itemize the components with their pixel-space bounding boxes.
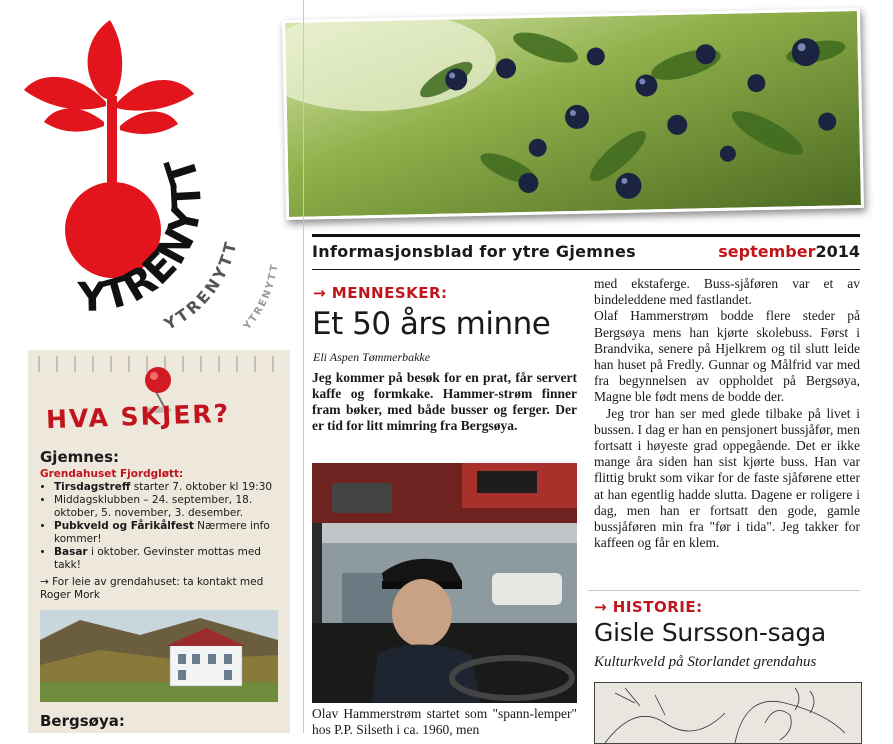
sidebar-title: HVA SKJER?	[45, 398, 231, 435]
saga-illustration	[594, 682, 862, 744]
ytrenytt-logo	[18, 10, 298, 340]
article-body-column	[594, 276, 860, 551]
list-item: • Pubkveld og Fårikålfest Nærmere info kommer!	[54, 520, 289, 546]
masthead-bar	[312, 234, 860, 270]
column-divider	[303, 0, 304, 733]
section-rule	[588, 590, 860, 591]
section-gjemnes: Gjemnes:	[40, 448, 120, 466]
paragraph: Olaf Hammerstrøm bodde flere steder på Bergsøya mens han kjørte skolebuss. Først i Brandvika, senere på Hjelkrem og til slutt leide han huset på Fredly. Gunnar og Målfrid var med fra begynnelsen av oppholdet på Bergsøya, Magne ble født mens de bodde der.	[594, 308, 860, 405]
article-ingress: Jeg kommer på besøk for en prat, får servert kaffe og formkake. Hammer-strøm finner fram bøker, med både busser og ferger. Der er tid for litt mimring fra Bergsøya.	[312, 370, 577, 433]
grendahus-photo	[40, 610, 278, 702]
byline: Eli Aspen Tømmerbakke	[313, 350, 431, 364]
article-title: Et 50 års minne	[312, 306, 551, 342]
blueberry-photo	[282, 8, 864, 220]
venue-label: Grendahuset Fjordgløtt:	[40, 468, 184, 480]
issue-date	[718, 242, 860, 261]
logo-text-small: YTRENYTT	[241, 262, 281, 333]
section-bergsoya: Bergsøya:	[40, 712, 125, 730]
list-item: • Middagsklubben – 24. september, 18. oktober, 5. november, 3. desember.	[54, 494, 289, 520]
logo-text-big: YTRENYTT	[77, 151, 211, 321]
logo-text-mid: YTRENYTT	[161, 237, 241, 334]
list-item: • Tirsdagstreff starter 7. oktober kl 19:30	[54, 481, 289, 494]
svg-text:YTRENYTT	[241, 262, 281, 333]
events-sidebar	[28, 350, 290, 733]
paragraph: Jeg tror han ser med glede tilbake på livet i bussen. I dag er han en pensjonert bussjåfør, men fortsatt i høyeste grad oppegående. Det er ikke mange åra siden han sist kjørte buss. Han var flittig brukt som vikar for de faste sjåførene etter at han egentlig hadde slutta. Dagene er roligere i dag, men han er fortsatt den gode, gamle bussjåføren min fra "før i tida". Jeg takker for kaffeen og får en klem.	[594, 405, 860, 551]
masthead-tagline: Informasjonsblad for ytre Gjemnes	[312, 242, 636, 261]
event-list	[40, 481, 289, 572]
paragraph: med ekstaferge. Buss-sjåføren var et av bindeleddene med fastlandet.	[594, 276, 860, 308]
article2-title: Gisle Sursson-saga	[594, 618, 826, 647]
kicker-historie: → HISTORIE:	[594, 598, 703, 616]
issue-year: 2014	[815, 242, 860, 261]
article2-subtitle: Kulturkveld på Storlandet grendahus	[594, 654, 817, 670]
kicker-mennesker: → MENNESKER:	[313, 284, 448, 302]
photo-caption: Olav Hammerstrøm startet som "spann-lemper" hos P.P. Silseth i ca. 1960, men	[312, 706, 577, 737]
issue-month: september	[718, 242, 816, 261]
list-item: • Basar i oktober. Gevinster mottas med takk!	[54, 546, 289, 572]
rent-info: → For leie av grendahuset: ta kontakt med Roger Mork	[40, 576, 264, 601]
bus-driver-photo	[312, 463, 577, 703]
